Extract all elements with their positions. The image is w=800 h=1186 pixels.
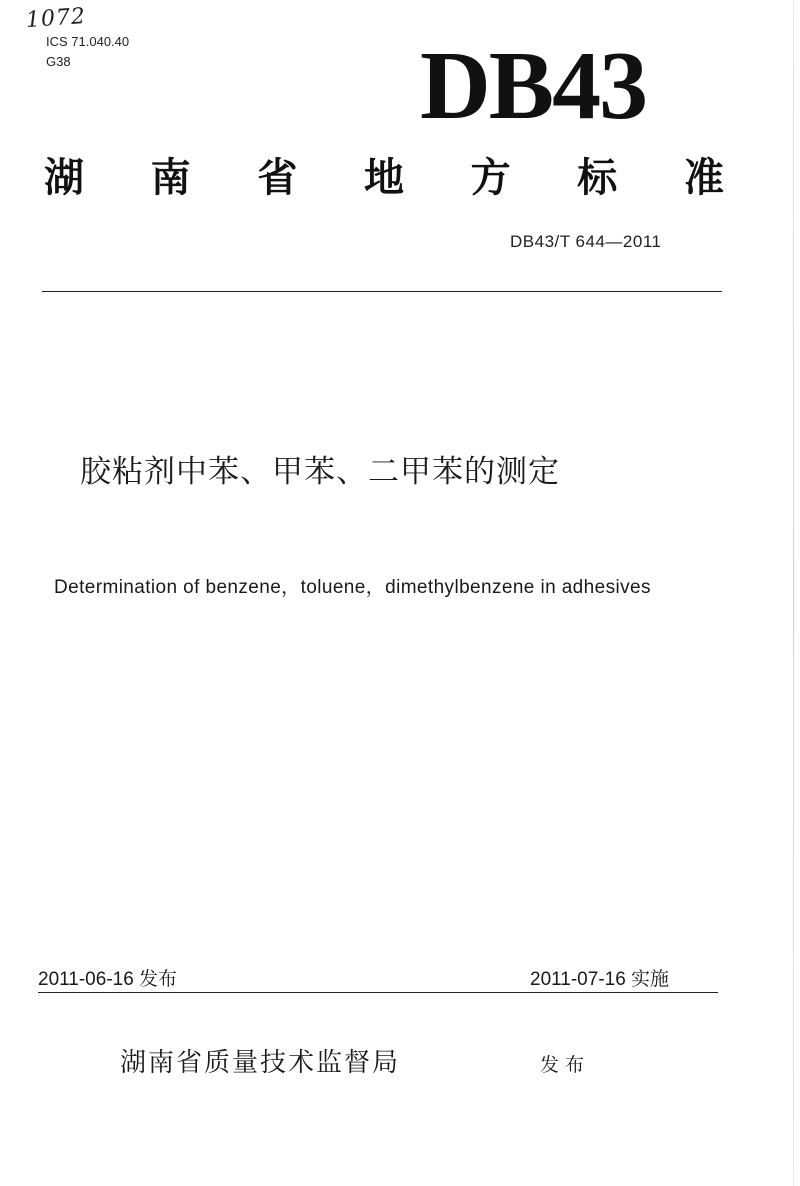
- standard-type-char: 方: [470, 155, 511, 201]
- standard-type-char: 省: [257, 155, 298, 201]
- title-english: Determination of benzene，toluene，dimethylbenzene in adhesives: [54, 577, 651, 598]
- db43-logo: DB43: [420, 32, 647, 140]
- standard-type-heading: [44, 150, 724, 206]
- scan-edge: [793, 0, 794, 1186]
- standard-type-char: 标: [577, 155, 618, 201]
- standard-type-char: 准: [683, 155, 724, 201]
- top-divider: [42, 291, 722, 292]
- standard-number: DB43/T 644—2011: [510, 232, 662, 251]
- standard-type-char: 湖: [44, 155, 84, 201]
- bottom-divider: [38, 992, 718, 993]
- issue-label: 发布: [540, 1054, 591, 1076]
- issue-date: 2011-06-16 发布: [38, 969, 178, 990]
- implementation-date: 2011-07-16 实施: [530, 969, 670, 990]
- classification-code: G38: [46, 54, 71, 69]
- title-chinese: 胶粘剂中苯、甲苯、二甲苯的测定: [80, 454, 560, 490]
- issuing-authority: 湖南省质量技术监督局: [120, 1048, 401, 1078]
- standard-type-char: 南: [150, 155, 191, 201]
- standard-type-char: 地: [363, 155, 404, 201]
- ics-code: ICS 71.040.40: [46, 34, 130, 49]
- handwritten-note: 1072: [25, 3, 87, 34]
